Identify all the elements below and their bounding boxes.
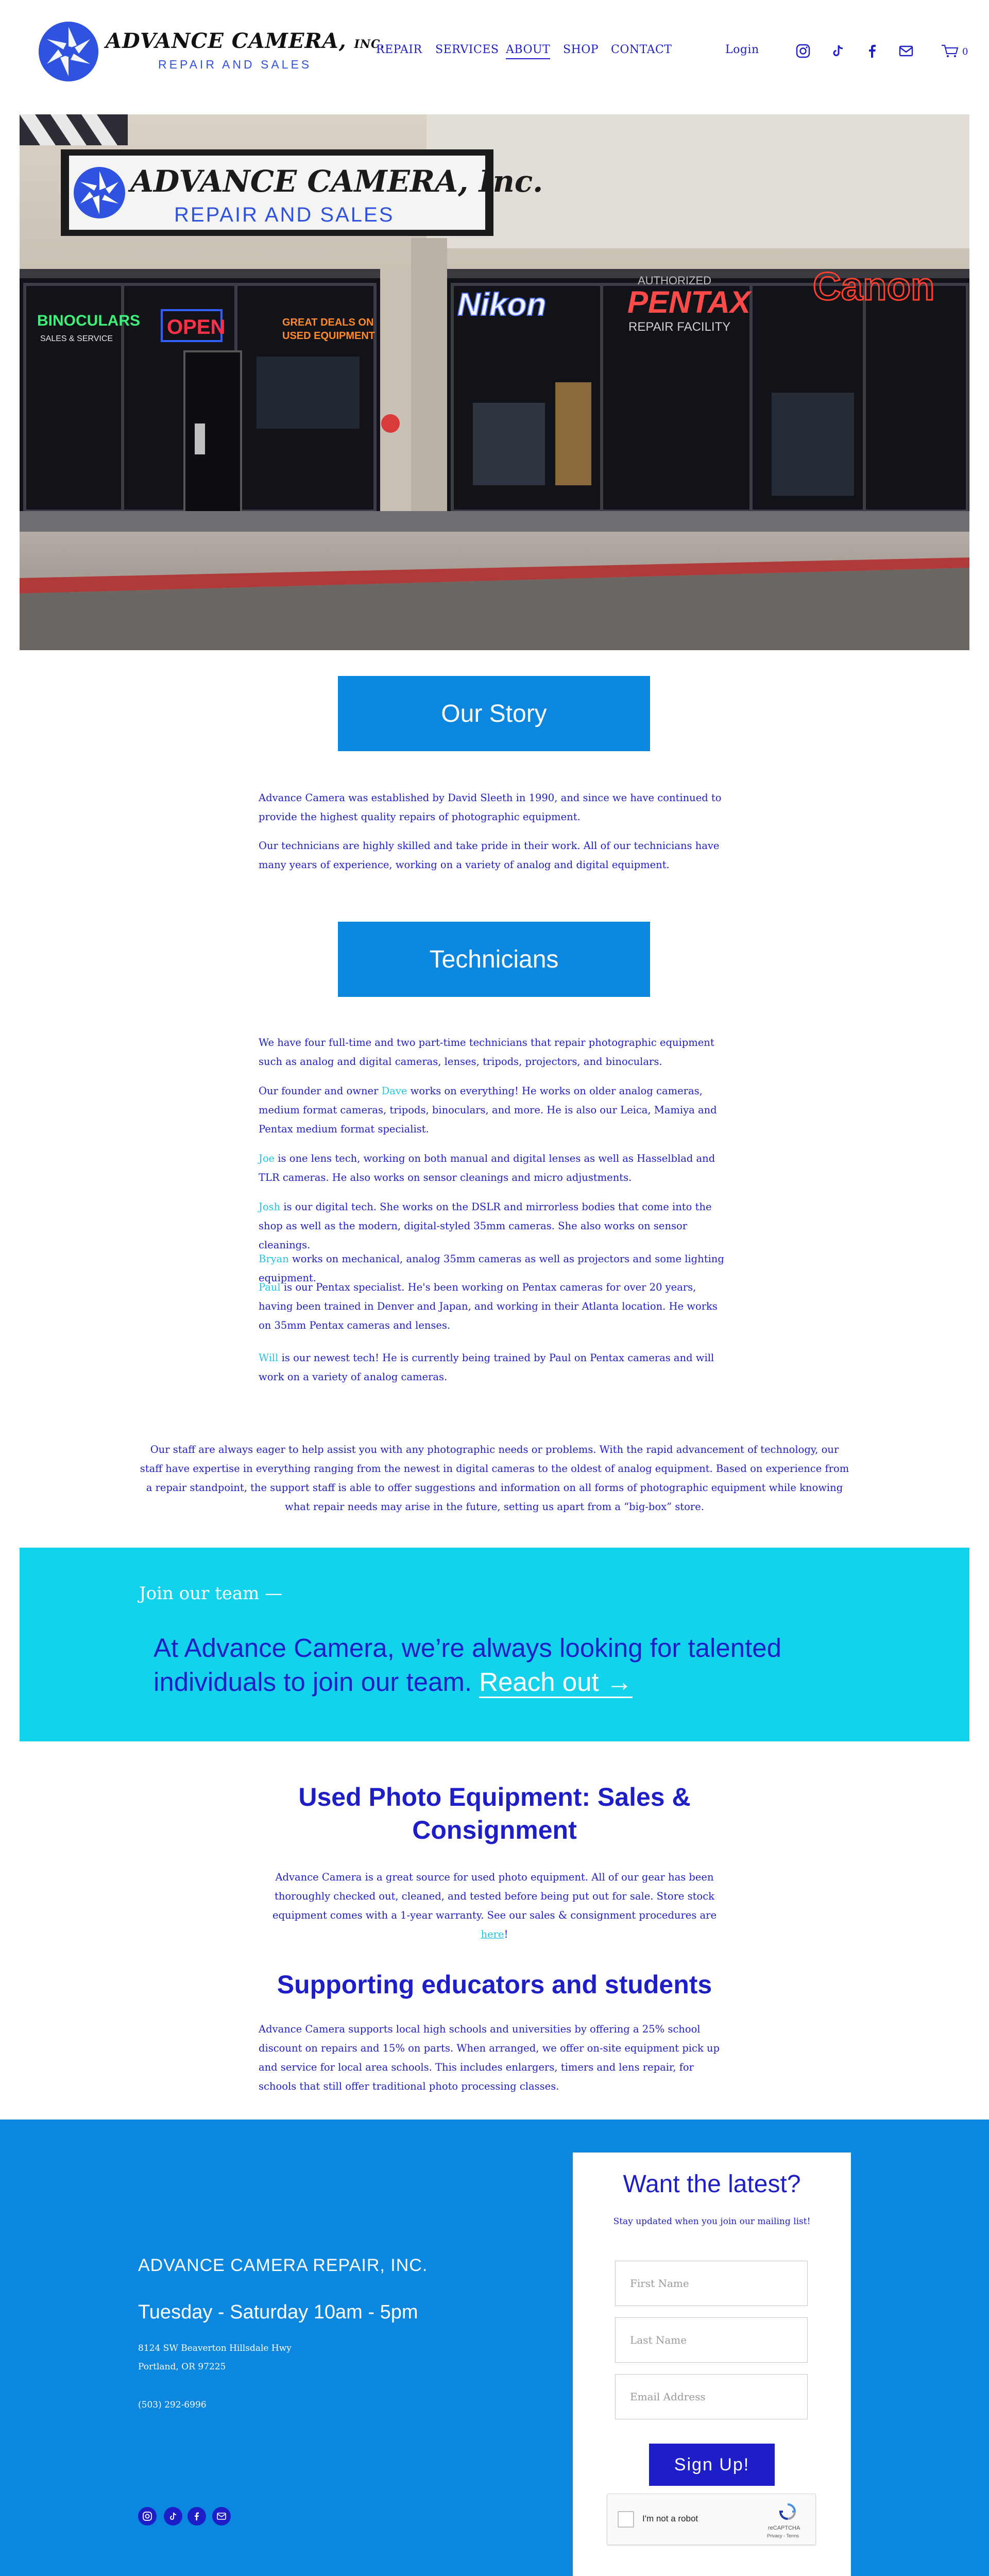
hero-sign-binoculars: BINOCULARS xyxy=(37,312,140,329)
footer-hours: Tuesday - Saturday 10am - 5pm xyxy=(138,2301,418,2323)
newsletter-subtitle: Stay updated when you join our mailing list! xyxy=(613,2216,811,2227)
footer-address-line-1: 8124 SW Beaverton Hillsdale Hwy xyxy=(138,2343,292,2353)
site-logo[interactable] xyxy=(39,22,385,81)
our-story-paragraph-2: Our technicians are highly skilled and take pride in their work. All of our technicians have many years of experience, working on a variety of analog and digital equipment. xyxy=(259,840,720,871)
logo-subtitle: REPAIR AND SALES xyxy=(158,58,312,71)
first-name-input[interactable]: First Name xyxy=(615,2261,808,2306)
used-equipment-text: Advance Camera is a great source for used photo equipment. All of our gear has been thoroughly checked out, cleaned, and tested before being put out for sale. Store stock equipment comes with a 1-year warranty. See our sales & consignment procedures are here! xyxy=(272,1871,717,1940)
consignment-procedures-link[interactable]: here xyxy=(481,1928,504,1940)
join-team-kicker: Join our team — xyxy=(139,1583,283,1604)
hero-sign-used-eq: USED EQUIPMENT xyxy=(282,330,376,342)
hero-sign-pentax: PENTAX xyxy=(627,285,751,319)
footer-facebook-icon[interactable] xyxy=(187,2507,206,2526)
footer-email-icon[interactable] xyxy=(212,2507,231,2526)
technician-bryan-link[interactable]: Bryan xyxy=(259,1253,289,1265)
instagram-icon[interactable] xyxy=(795,43,811,59)
newsletter-title: Want the latest? xyxy=(623,2171,801,2198)
captcha-checkbox[interactable] xyxy=(618,2511,634,2528)
nav-contact[interactable]: CONTACT xyxy=(611,43,672,56)
used-equipment-title: Used Photo Equipment: Sales & Consignment xyxy=(298,1783,691,1844)
aperture-logo-icon xyxy=(39,22,98,81)
reach-out-link[interactable]: Reach out → xyxy=(479,1667,633,1698)
hero-sign-deals: GREAT DEALS ON xyxy=(282,317,374,328)
hero-sign-open: OPEN xyxy=(167,316,226,338)
tiktok-icon[interactable] xyxy=(830,43,846,59)
hero-sign-main: ADVANCE CAMERA, Inc. xyxy=(130,164,543,199)
technician-bryan: Bryan works on mechanical, analog 35mm cameras as well as projectors and some lighting equipment. xyxy=(259,1253,724,1284)
technician-paul: Paul is our Pentax specialist. He's been working on Pentax cameras for over 20 years, having been trained in Denver and Japan, and working in their Atlanta location. He works on 35mm Pentax cameras and lenses. xyxy=(259,1281,718,1331)
technician-joe: Joe is one lens tech, working on both manual and digital lenses as well as Hasselblad and TLR cameras. He also works on sensor cleanings and micro adjustments. xyxy=(259,1153,715,1183)
logo-wordmark: ADVANCE CAMERA, INC. xyxy=(106,29,385,53)
educators-text: Advance Camera supports local high schools and universities by offering a 25% school discount on repairs and 15% on parts. When arranged, we offer on-site equipment pick up and service for local area schools. This includes enlargers, timers and lens repair, for schools that still offer traditional photo processing classes. xyxy=(259,2023,720,2092)
nav-shop[interactable]: SHOP xyxy=(563,43,599,56)
footer-instagram-icon[interactable] xyxy=(138,2507,157,2526)
login-link[interactable]: Login xyxy=(725,43,759,56)
last-name-input[interactable]: Last Name xyxy=(615,2317,808,2363)
footer-address-line-2: Portland, OR 97225 xyxy=(138,2362,226,2372)
recaptcha-logo-icon xyxy=(777,2501,798,2522)
cart-count[interactable]: 0 xyxy=(962,46,968,57)
hero-sign-sub: REPAIR AND SALES xyxy=(174,204,395,226)
join-team-text: At Advance Camera, we’re always looking for talented individuals to join our team. Reach out → xyxy=(154,1631,823,1699)
technicians-intro: We have four full-time and two part-time technicians that repair photographic equipment such as analog and digital cameras, lenses, tripods, projectors, and binoculars. xyxy=(259,1037,714,1067)
captcha-label: I'm not a robot xyxy=(642,2514,698,2523)
footer-tiktok-icon[interactable] xyxy=(164,2507,182,2526)
captcha-brand: reCAPTCHA xyxy=(768,2525,800,2531)
facebook-icon[interactable] xyxy=(864,43,880,59)
storefront-hero-image xyxy=(20,114,969,650)
our-story-paragraph-1: Advance Camera was established by David Sleeth in 1990, and since we have continued to provide the highest quality repairs of photographic equipment. xyxy=(259,792,722,823)
footer-phone[interactable]: (503) 292-6996 xyxy=(138,2400,207,2410)
our-story-title: Our Story xyxy=(338,676,650,751)
captcha-terms[interactable]: Privacy - Terms xyxy=(767,2533,799,2538)
educators-title: Supporting educators and students xyxy=(277,1970,712,1999)
technician-dave-link[interactable]: Dave xyxy=(381,1085,407,1097)
nav-about[interactable]: ABOUT xyxy=(506,43,550,59)
email-icon[interactable] xyxy=(898,43,914,59)
footer-company-name: ADVANCE CAMERA REPAIR, INC. xyxy=(138,2256,428,2275)
sign-up-button[interactable]: Sign Up! xyxy=(649,2444,775,2486)
nav-repair[interactable]: REPAIR xyxy=(376,43,422,56)
technician-josh-link[interactable]: Josh xyxy=(259,1201,281,1213)
technician-josh: Josh is our digital tech. She works on the DSLR and mirrorless bodies that come into the shop as well as the modern, digital-styled 35mm cameras. She also works on sensor cleanings. xyxy=(259,1201,712,1251)
nav-services[interactable]: SERVICES xyxy=(435,43,499,56)
cart-icon[interactable] xyxy=(941,43,959,59)
hero-sign-binoculars-sub: SALES & SERVICE xyxy=(40,334,113,343)
technician-will: Will is our newest tech! He is currently being trained by Paul on Pentax cameras and will work on a variety of analog cameras. xyxy=(259,1352,714,1383)
technician-paul-link[interactable]: Paul xyxy=(259,1281,281,1293)
hero-sign-authorized: AUTHORIZED xyxy=(638,274,711,287)
hero-sign-nikon: Nikon xyxy=(457,287,547,323)
site-header xyxy=(0,0,989,103)
email-address-input[interactable]: Email Address xyxy=(615,2374,808,2419)
technician-will-link[interactable]: Will xyxy=(259,1352,279,1364)
staff-paragraph: Our staff are always eager to help assist you with any photographic needs or problems. With the rapid advancement of technology, our staff have expertise in everything ranging from the newest in digital cameras to the oldest of analog equipment. Based on experience from a repair standpoint, the support staff is able to offer suggestions and information on all forms of photographic equipment while knowing what repair needs may arise in the future, setting us apart from a “big-box” store. xyxy=(140,1444,849,1513)
recaptcha-widget xyxy=(607,2494,816,2545)
technician-joe-link[interactable]: Joe xyxy=(259,1153,275,1164)
hero-sign-canon: Canon xyxy=(813,265,935,309)
technicians-title: Technicians xyxy=(338,922,650,997)
hero-sign-repair-facility: REPAIR FACILITY xyxy=(628,320,731,334)
technician-dave: Our founder and owner Dave works on everything! He works on older analog cameras, medium format cameras, tripods, binoculars, and more. He is also our Leica, Mamiya and Pentax medium format specialist. xyxy=(259,1085,717,1135)
